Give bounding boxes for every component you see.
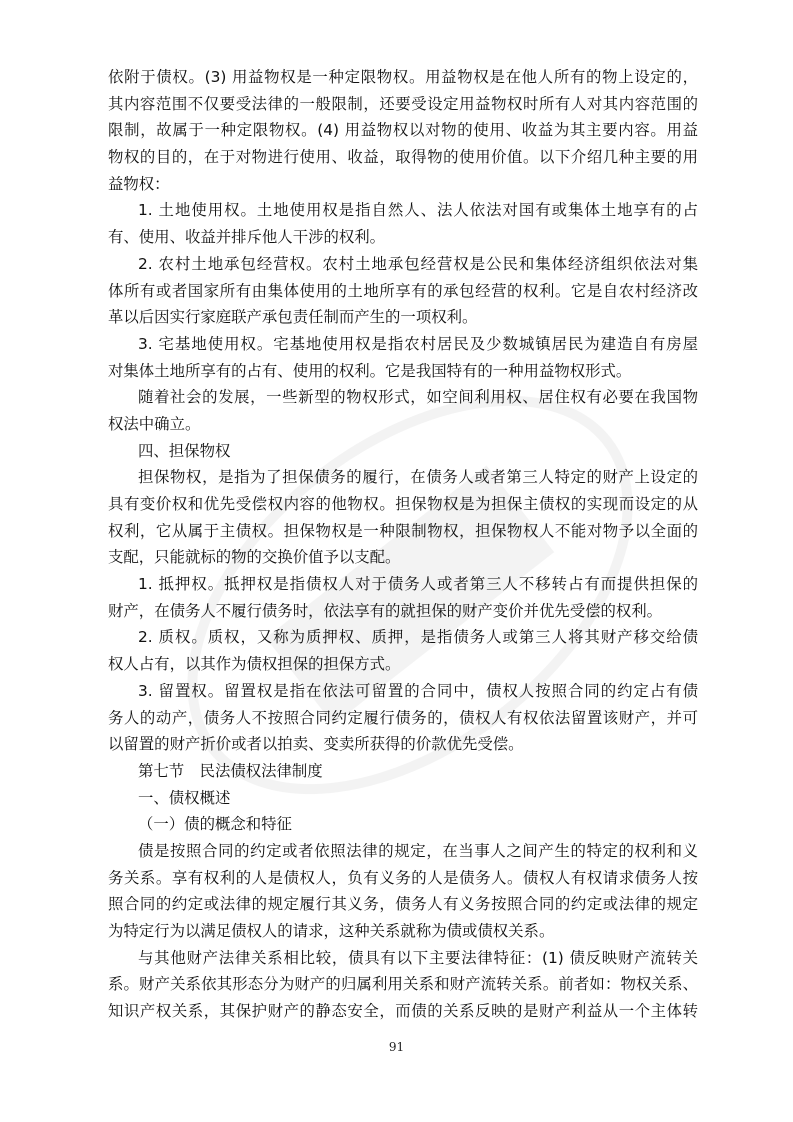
paragraph-line: 益物权： bbox=[108, 174, 170, 193]
document-body bbox=[108, 64, 698, 1025]
list-item-line: 3. 宅基地使用权。宅基地使用权是指农村居民及少数城镇居民为建造自有房屋 bbox=[138, 334, 698, 353]
paragraph-line: 体所有或者国家所有由集体使用的土地所享有的承包经营的权利。它是自农村经济改 bbox=[108, 281, 698, 300]
paragraph-line: 担保物权，是指为了担保债务的履行，在债务人或者第三人特定的财产上设定的 bbox=[138, 468, 698, 487]
section-heading: 四、担保物权 bbox=[138, 441, 231, 460]
paragraph-line: 系。财产关系依其形态分为财产的归属利用关系和财产流转关系。前者如：物权关系、 bbox=[108, 975, 698, 994]
paragraph-line: 为特定行为以满足债权人的请求，这种关系就称为债或债权关系。 bbox=[108, 922, 555, 940]
paragraph-line: 务关系。享有权利的人是债权人，负有义务的人是债务人。债权人有权请求债务人按 bbox=[108, 868, 698, 887]
paragraph-line: 依附于债权。(3) 用益物权是一种定限物权。用益物权是在他人所有的物上设定的， bbox=[108, 68, 698, 86]
paragraph-line: 权人占有，以其作为债权担保的担保方式。 bbox=[108, 655, 401, 674]
paragraph-line: 物权的目的，在于对物进行使用、收益，取得物的使用价值。以下介绍几种主要的用 bbox=[108, 148, 698, 167]
list-item-line: 2. 质权。质权，又称为质押权、质押，是指债务人或第三人将其财产移交给债 bbox=[138, 628, 698, 647]
paragraph-line: 权法中确立。 bbox=[108, 414, 201, 433]
paragraph-line: 以留置的财产折价或者以拍卖、变卖所获得的价款优先受偿。 bbox=[108, 735, 524, 754]
paragraph-line: 财产，在债务人不履行债务时，依法享有的就担保的财产变价并优先受偿的权利。 bbox=[108, 601, 663, 620]
paragraph-line: 务人的动产，债务人不按照合同约定履行债务的，债权人有权依法留置该财产，并可 bbox=[108, 708, 698, 727]
paragraph-line: 权利，它从属于主债权。担保物权是一种限制物权，担保物权人不能对物予以全面的 bbox=[108, 521, 698, 540]
paragraph-line: 革以后因实行家庭联产承包责任制而产生的一项权利。 bbox=[108, 308, 478, 327]
subsection-heading: 一、债权概述 bbox=[138, 788, 231, 807]
paragraph-line: 知识产权关系，其保护财产的静态安全，而债的关系反映的是财产利益从一个主体转 bbox=[108, 1002, 698, 1021]
paragraph-line: 有、使用、收益并排斥他人干涉的权利。 bbox=[108, 228, 386, 247]
paragraph-line: 随着社会的发展，一些新型的物权形式，如空间利用权、居住权有必要在我国物 bbox=[138, 388, 698, 407]
list-item-line: 1. 土地使用权。土地使用权是指自然人、法人依法对国有或集体土地享有的占 bbox=[138, 201, 698, 220]
list-item-line: 2. 农村土地承包经营权。农村土地承包经营权是公民和集体经济组织依法对集 bbox=[138, 254, 698, 273]
paragraph-line: 对集体土地所享有的占有、使用的权利。它是我国特有的一种用益物权形式。 bbox=[108, 361, 632, 380]
list-item-line: 1. 抵押权。抵押权是指债权人对于债务人或者第三人不移转占有而提供担保的 bbox=[138, 575, 698, 594]
paragraph-line: 其内容范围不仅要受法律的一般限制，还要受设定用益物权时所有人对其内容范围的 bbox=[108, 94, 698, 113]
paragraph-line: 具有变价权和优先受偿权内容的他物权。担保物权是为担保主债权的实现而设定的从 bbox=[108, 495, 698, 513]
list-item-line: 3. 留置权。留置权是指在依法可留置的合同中，债权人按照合同的约定占有债 bbox=[138, 681, 698, 700]
paragraph-line: 债是按照合同的约定或者依照法律的规定，在当事人之间产生的特定的权利和义 bbox=[138, 841, 698, 860]
section-heading: 第七节 民法债权法律制度 bbox=[138, 761, 323, 780]
page-number: 91 bbox=[388, 1040, 405, 1054]
paragraph-line: 限制，故属于一种定限物权。(4) 用益物权以对物的使用、收益为其主要内容。用益 bbox=[108, 121, 698, 140]
subsubsection-heading: （一）债的概念和特征 bbox=[138, 815, 292, 834]
paragraph-line: 支配，只能就标的物的交换价值予以支配。 bbox=[108, 548, 401, 567]
paragraph-line: 照合同的约定或法律的规定履行其义务，债务人有义务按照合同的约定或法律的规定 bbox=[108, 895, 698, 914]
paragraph-line: 与其他财产法律关系相比较，债具有以下主要法律特征：(1) 债反映财产流转关 bbox=[138, 948, 698, 967]
